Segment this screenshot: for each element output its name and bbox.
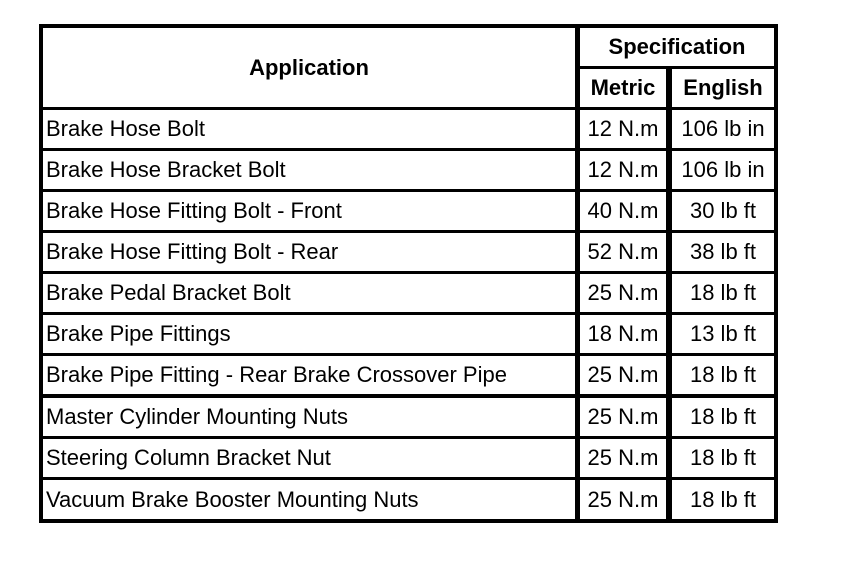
metric-cell: 40 N.m xyxy=(580,192,666,230)
metric-cell: 12 N.m xyxy=(580,110,666,148)
application-cell: Vacuum Brake Booster Mounting Nuts xyxy=(43,480,575,519)
english-cell: 18 lb ft xyxy=(672,274,774,312)
english-cell: 13 lb ft xyxy=(672,315,774,353)
english-cell: 18 lb ft xyxy=(672,356,774,394)
metric-cell: 25 N.m xyxy=(580,480,666,519)
header-application: Application xyxy=(43,28,575,107)
application-cell: Brake Pedal Bracket Bolt xyxy=(43,274,575,312)
application-cell: Brake Hose Fitting Bolt - Rear xyxy=(43,233,575,271)
english-cell: 18 lb ft xyxy=(672,480,774,519)
application-cell: Brake Hose Bolt xyxy=(43,110,575,148)
metric-cell: 25 N.m xyxy=(580,439,666,477)
english-cell: 38 lb ft xyxy=(672,233,774,271)
application-cell: Brake Pipe Fitting - Rear Brake Crossover Pipe xyxy=(43,356,575,394)
header-english: English xyxy=(672,69,774,107)
metric-cell: 25 N.m xyxy=(580,398,666,436)
english-cell: 106 lb in xyxy=(672,110,774,148)
header-metric: Metric xyxy=(580,69,666,107)
torque-spec-table xyxy=(39,24,778,523)
metric-cell: 25 N.m xyxy=(580,274,666,312)
english-cell: 18 lb ft xyxy=(672,398,774,436)
application-cell: Master Cylinder Mounting Nuts xyxy=(43,398,575,436)
english-cell: 106 lb in xyxy=(672,151,774,189)
application-cell: Brake Hose Bracket Bolt xyxy=(43,151,575,189)
header-specification: Specification xyxy=(580,28,774,66)
application-cell: Brake Pipe Fittings xyxy=(43,315,575,353)
application-cell: Steering Column Bracket Nut xyxy=(43,439,575,477)
english-cell: 18 lb ft xyxy=(672,439,774,477)
metric-cell: 12 N.m xyxy=(580,151,666,189)
metric-cell: 18 N.m xyxy=(580,315,666,353)
metric-cell: 52 N.m xyxy=(580,233,666,271)
metric-cell: 25 N.m xyxy=(580,356,666,394)
application-cell: Brake Hose Fitting Bolt - Front xyxy=(43,192,575,230)
english-cell: 30 lb ft xyxy=(672,192,774,230)
